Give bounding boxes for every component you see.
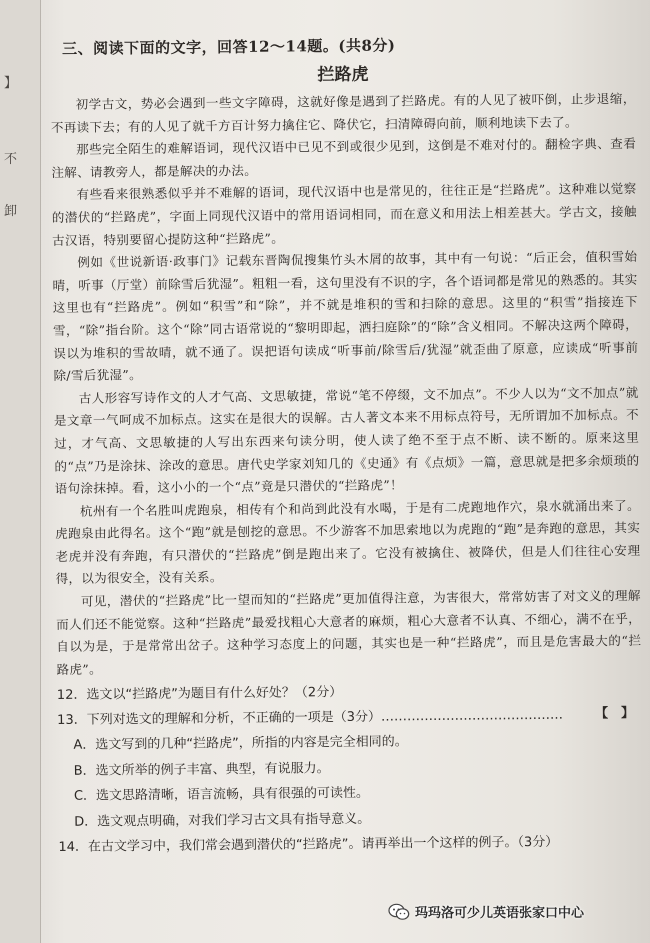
article-paragraph: 那些完全陌生的难解语词，现代汉语中已见不到或很少见到，这倒是不难对付的。翻检字典、查看注解、请教旁人，都是解决的办法。 [51, 136, 637, 180]
option-a: A．选文写到的几种“拦路虎”，所指的内容是完全相同的。 [73, 734, 408, 754]
option-b: B．选文所举的例子丰富、典型，有说服力。 [73, 761, 330, 779]
gutter-mark: 卸 [4, 204, 18, 219]
article-body [51, 88, 642, 682]
article-paragraph: 初学古文，势必会遇到一些文字障碍，这就好像是遇到了拦路虎。有的人见了被吓倒，止步退缩，不再读下去；有的人见了就千方百计努力擒住它、降伏它，扫清障碍向前，顺利地读下去了。 [50, 90, 636, 135]
article-title: 拦路虎 [317, 64, 369, 86]
section-heading: 三、阅读下面的文字，回答12～14题。(共8分) [62, 36, 396, 58]
article-paragraph: 可见，潜伏的“拦路虎”比一望而知的“拦路虎”更加值得注意，为害很大，常常妨害了对文义的理解而人们还不能觉察。这种“拦路虎”最爱找粗心大意者的麻烦，粗心大意者不认真、不细心，满不在乎，自以为是，于是常常出岔子。这种学习态度上的问题，其实也是一种“拦路虎”，而且是危害最大的“拦路虎”。 [56, 587, 642, 677]
gutter-mark: 】 [4, 76, 18, 91]
option-d: D．选文观点明确，对我们学习古文具有指导意义。 [74, 811, 371, 830]
question-13: 13．下列对选文的理解和分析，不正确的一项是（3分）…………………………………… [57, 708, 564, 729]
wechat-watermark [388, 902, 584, 921]
question-12: 12．选文以“拦路虎”为题目有什么好处？（2分） [56, 685, 343, 704]
article-paragraph: 杭州有一个名胜叫虎跑泉，相传有个和尚到此没有水喝，于是有二虎跑地作穴，泉水就涌出来了。虎跑泉由此得名。这个“跑”就是刨挖的意思。不少游客不加思索地以为虎跑的“跑”是奔跑的意思，其实老虎并没有奔跑，有只潜伏的“拦路虎”倒是跑出来了。它没有被擒住、被降伏，但是人们往往心安理得，以为很安全，没有关系。 [55, 497, 641, 587]
option-c: C．选文思路清晰，语言流畅，具有很强的可读性。 [73, 786, 370, 805]
article-paragraph: 例如《世说新语·政事门》记载东晋陶侃搜集竹头木屑的故事，其中有一句说：“后正会，值积雪始晴，听事（厅堂）前除雪后犹湿”。粗粗一看，这句里没有不识的字，各个语词都是常见的熟悉的。其实这里也有“拦路虎”。例如“积雪”和“除”，并不就是堆积的雪和扫除的意思。这里的“积雪”指接连下雪，“除”指台阶。这个“除”同古语常说的“黎明即起，洒扫庭除”的“除”含义相同。不解决这两个障碍，误以为堆积的雪故晴，就不通了。误把语句读成“听事前/除雪后/犹湿”就歪曲了原意，应读成“听事前除/雪后犹湿”。 [52, 249, 639, 384]
article-paragraph: 有些看来很熟悉似乎并不难解的语词，现代汉语中也是常见的，往往正是“拦路虎”。这种难以觉察的潜伏的“拦路虎”，字面上同现代汉语中的常用语词相同，而在意义和用法上相差甚大。学古文，接触古汉语，特别要留心提防这种“拦路虎”。 [51, 181, 637, 248]
watermark-text: 玛玛洛可少儿英语张家口中心 [415, 906, 585, 921]
article-paragraph: 古人形容写诗作文的人才气高、文思敏捷，常说“笔不停缀，文不加点”。不少人以为“文不加点”就是文章一气呵成不加标点。这实在是很大的误解。古人著文本来不用标点符号，无所谓加不加标点。不过，才气高、文思敏捷的人写出东西来句读分明，使人读了绝不至于点不断、读不断的。原来这里的“点”乃是涂抹、涂改的意思。唐代史学家刘知几的《史通》有《点烦》一篇，意思就是把多余烦琐的语句涂抹掉。看，这小小的一个“点”竟是只潜伏的“拦路虎”！ [53, 384, 640, 497]
gutter-mark: 不 [4, 152, 18, 167]
question-14: 14．在古文学习中，我们常会遇到潜伏的“拦路虎”。请再举出一个这样的例子。（3分） [58, 835, 559, 856]
answer-bracket: 【 】 [595, 706, 635, 722]
questions [57, 677, 644, 860]
binding-margin [0, 0, 41, 943]
wechat-icon [388, 903, 410, 921]
exam-content [50, 32, 644, 861]
